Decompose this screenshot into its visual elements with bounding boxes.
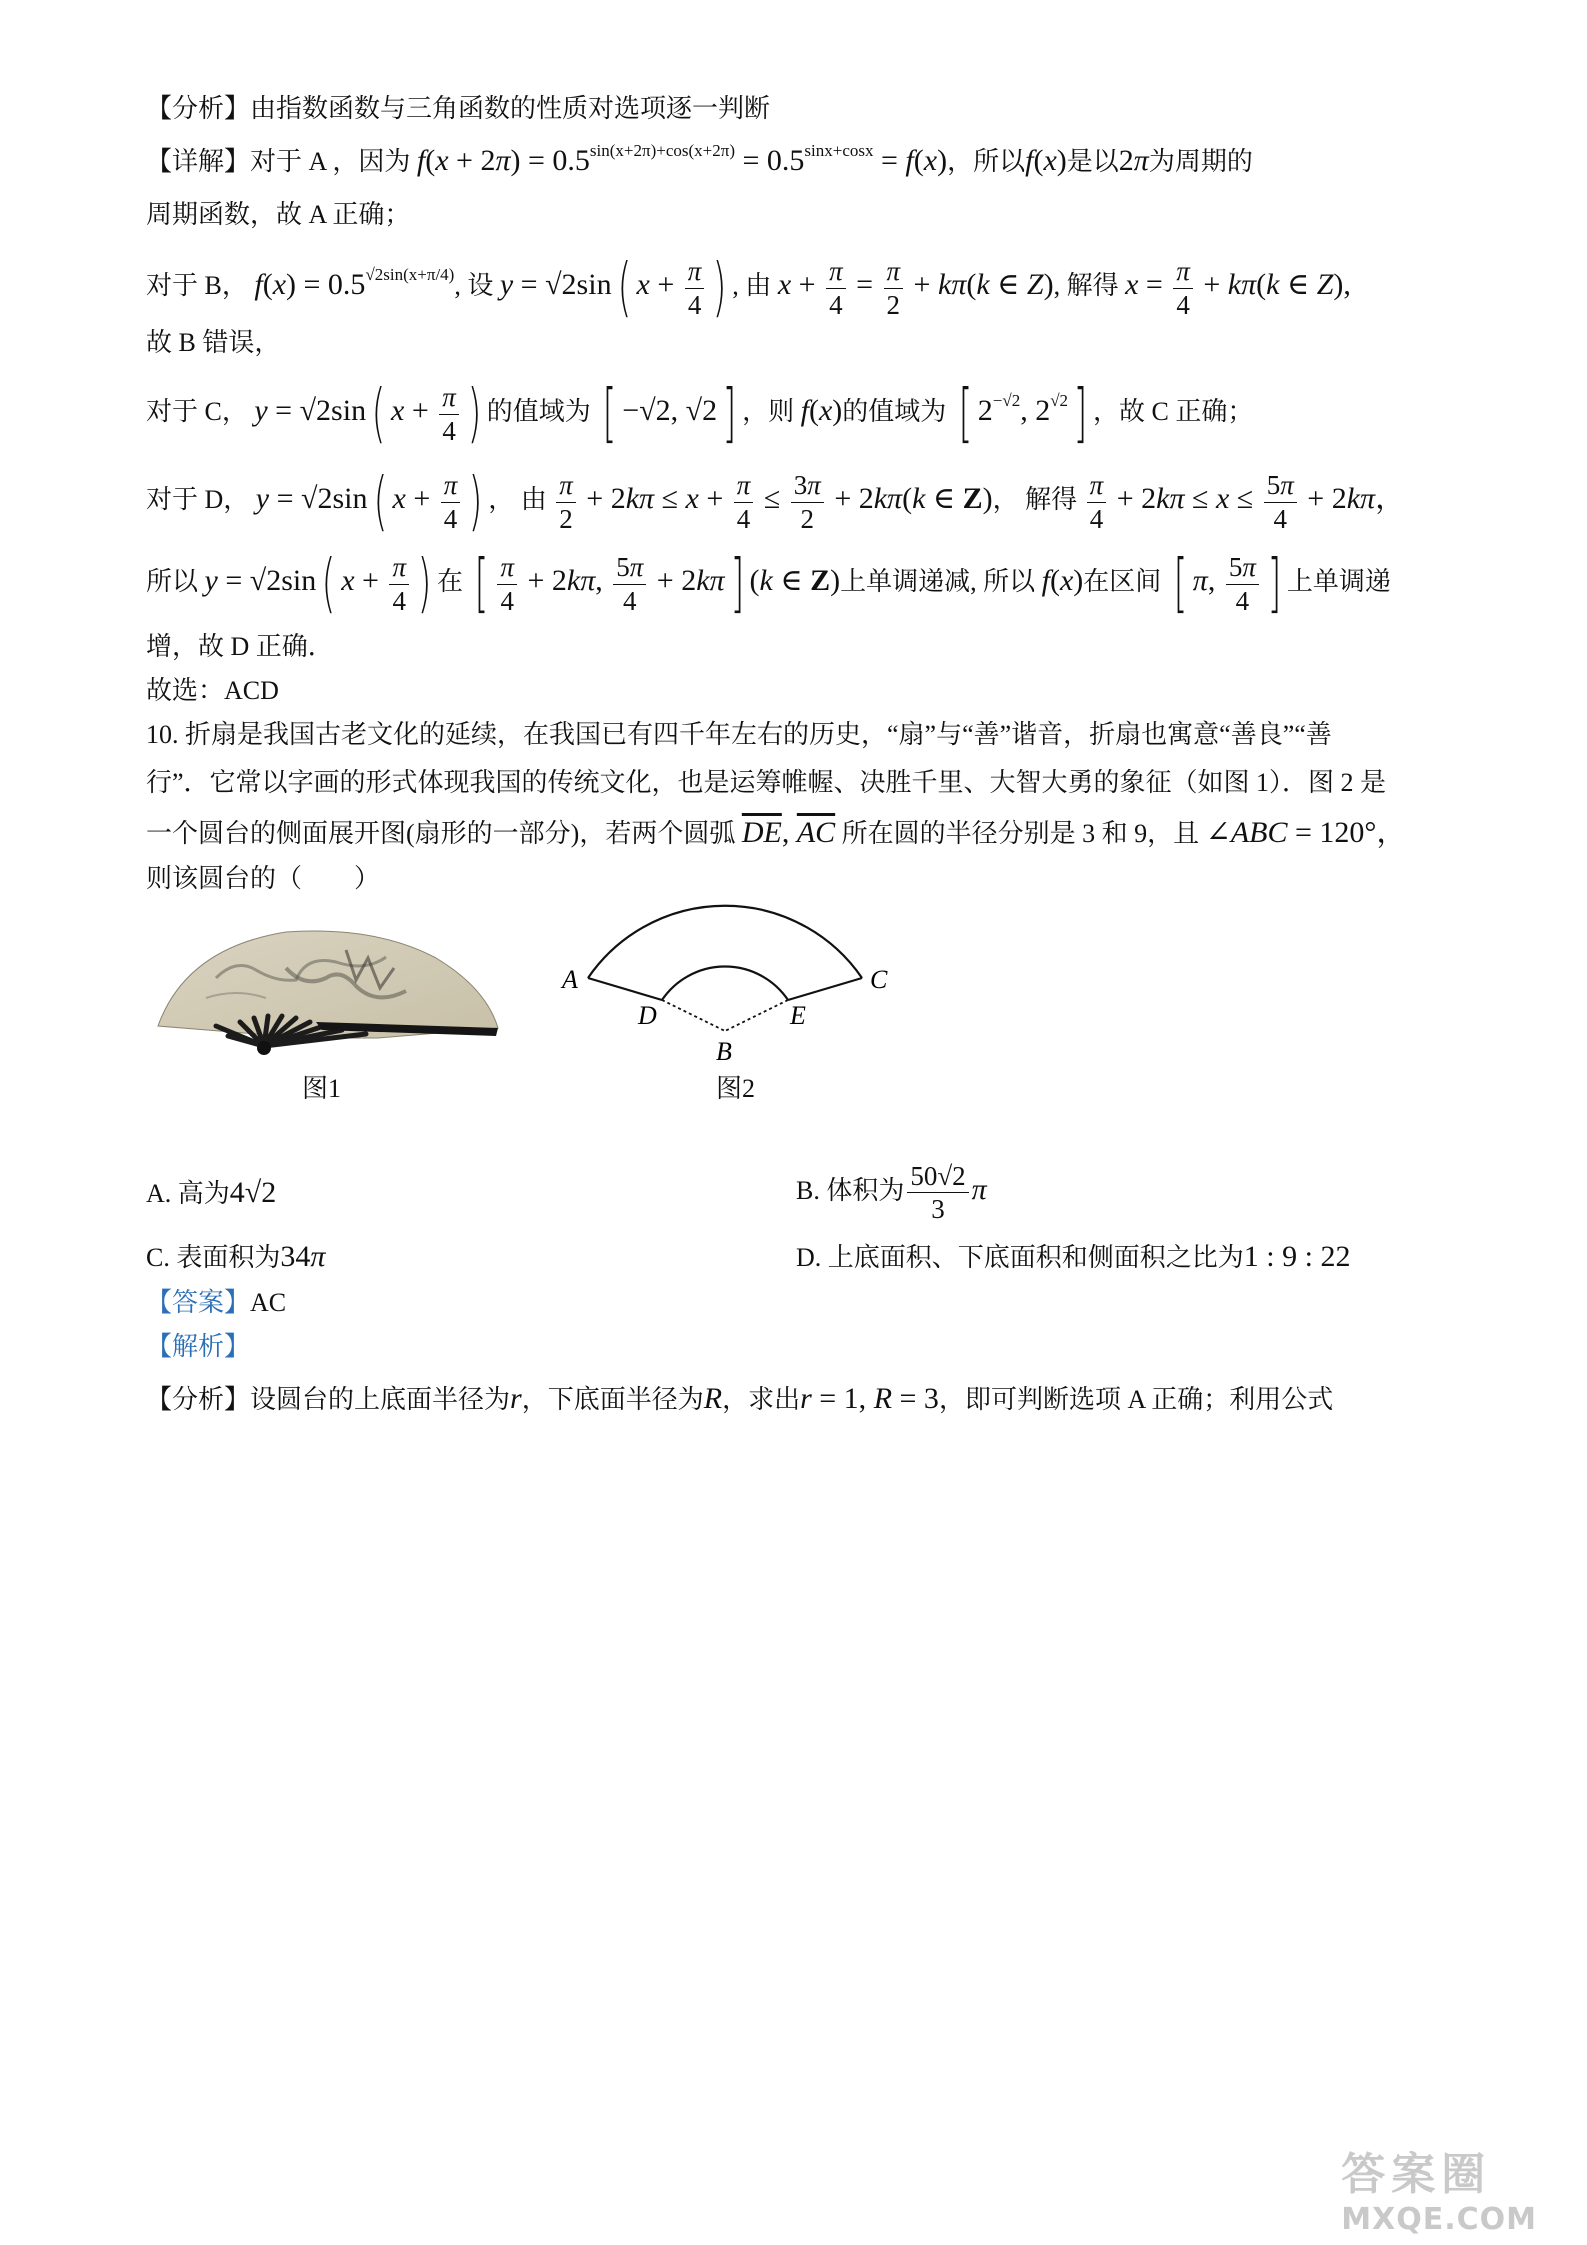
detail-b-solve: , 解得 xyxy=(1053,270,1119,300)
detail-d-inc: 上单调递 xyxy=(1286,566,1391,596)
detail-a-tail2: 为周期的 xyxy=(1148,147,1253,176)
detail-a-line: 【详解】对于 A ，因为 $f(x + 2\pi) = 0.5^{sin(x+2\pi)+cos(x+2\pi)} = 0.5^{sinx+cosx} = f(x)$，所以f(x)是以2π为周期的 xyxy=(146,141,1253,177)
choice-line: 故选：ACD xyxy=(146,676,279,705)
answer-line xyxy=(146,1290,286,1316)
detail-d-line2: 所以 y = √2sin( x + $\frac{\pi}{4}$ ) 在 [ $\frac{\pi}{4}$ + 2kπ, $\frac{5\pi}{4}$ + 2kπ] (k ∈ Z)上单调递减, 所以 f(x)在区间 [ π, $\frac{5\pi}{4}$ ] 上单调递 xyxy=(146,547,1391,621)
q10-line1: 10. 折扇是我国古老文化的延续，在我国已有四千年左右的历史，“扇”与“善”谐音，折扇也寓意“善良”“善 xyxy=(146,720,1332,749)
analysis-text: 由指数函数与三角函数的性质对选项逐一判断 xyxy=(250,94,771,123)
detail-a-intro: 对于 A ，因为 xyxy=(250,147,411,176)
analysis2-text2: ，下底面半径为 xyxy=(521,1385,704,1414)
label-D: D xyxy=(638,1001,657,1030)
watermark-top: 答案圈 xyxy=(1341,2149,1492,2200)
detail-tag: 【详解】 xyxy=(146,147,251,176)
detail-d-interval: 在区间 xyxy=(1083,566,1162,596)
detail-a-line2: 周期函数，故 A 正确； xyxy=(146,200,411,229)
detail-d-by: ， 由 xyxy=(488,484,547,514)
watermark-bottom: MXQE.COM xyxy=(1341,2202,1537,2237)
analysis2-text1: 设圆台的上底面半径为 xyxy=(250,1385,511,1414)
detail-c-ok: ，故 C 正确； xyxy=(1093,396,1254,426)
detail-d-so: 所以 xyxy=(146,566,199,596)
fan-figure xyxy=(146,918,506,1068)
detail-a-mid: ，所以 xyxy=(947,147,1026,176)
q10-line3b: 所在圆的半径分别是 3 和 9，且 xyxy=(841,819,1200,848)
detail-c-intro: 对于 C， xyxy=(146,396,248,426)
q10-line4: 则该圆台的（ ） xyxy=(146,864,381,893)
detail-d-on: 在 xyxy=(436,566,463,596)
option-a-label: A. 高为 xyxy=(146,1179,230,1208)
option-a: A. 高为4√2 xyxy=(146,1176,277,1209)
analysis2-line: 【分析】设圆台的上底面半径为r，下底面半径为R，求出r = 1, R = 3，即可判断选项 A 正确；利用公式 xyxy=(146,1382,1334,1415)
label-E: E xyxy=(790,1001,806,1030)
detail-d-intro: 对于 D， xyxy=(146,484,250,514)
answer-value: AC xyxy=(250,1288,287,1317)
watermark xyxy=(1341,2138,1537,2237)
label-A: A xyxy=(562,965,578,994)
option-b-label: B. 体积为 xyxy=(796,1175,905,1205)
detail-d-dec: 上单调递减, 所以 xyxy=(840,566,1036,596)
analysis2-text4: ，即可判断选项 A 正确；利用公式 xyxy=(938,1385,1334,1414)
fig1-caption: 图1 xyxy=(302,1074,342,1103)
option-c: C. 表面积为34π xyxy=(146,1240,326,1273)
option-d: D. 上底面积、下底面积和侧面积之比为1 : 9 : 22 xyxy=(796,1240,1351,1273)
detail-c-range: 的值域为 xyxy=(486,396,591,426)
sector-figure xyxy=(540,900,930,1080)
detail-d-solve: ， 解得 xyxy=(992,484,1078,514)
option-b: B. 体积为 $\frac{50√2}{3}$ π xyxy=(796,1161,987,1225)
jiexi-tag: 【解析】 xyxy=(146,1332,251,1361)
detail-c-then: ，则 xyxy=(742,396,795,426)
analysis-tag: 【分析】 xyxy=(146,94,251,123)
detail-b-line: 对于 B， $f(x) = 0.5^{√2sin(x+\pi/4)}$, 设 y = √2sin( x + $\frac{\pi}{4}$ ) , 由 x + $\frac{\pi}{4}$ = $\frac{\pi}{2}$ + kπ(k ∈ Z), 解得 x = $\frac{\pi}{4}$ + kπ(k ∈ Z), xyxy=(146,251,1351,325)
label-B: B xyxy=(716,1037,732,1066)
detail-d-line: 对于 D， y = √2sin( x + $\frac{\pi}{4}$ ) ， 由 $\frac{\pi}{2}$ + 2kπ ≤ x + $\frac{\pi}{4}$ ≤ $\frac{3\pi}{2}$ + 2kπ(k ∈ Z)， 解得 $\frac{\pi}{4}$ + 2kπ ≤ x ≤ $\frac{5\pi}{4}$ + 2kπ， xyxy=(146,465,1406,539)
detail-d-line3: 增，故 D 正确． xyxy=(146,632,334,661)
analysis2-text3: ，求出 xyxy=(722,1385,801,1414)
q10-line3a: 一个圆台的侧面展开图(扇形的一部分)，若两个圆弧 xyxy=(146,819,736,848)
formula-a1: f xyxy=(416,144,426,177)
detail-b-set: , 设 xyxy=(454,270,494,300)
detail-b-by: , 由 xyxy=(732,270,772,300)
analysis-line xyxy=(146,96,770,122)
detail-c-line: 对于 C， y = √2sin( x + $\frac{\pi}{4}$ ) 的值域为 [ −√2, √2] ，则 f(x)的值域为 [ $2^{-√2}$, $2^{√2}$] ，故 C 正确； xyxy=(146,377,1254,451)
q10-line3: 一个圆台的侧面展开图(扇形的一部分)，若两个圆弧 $\overline{DE}$, $\overline{AC}$ 所在圆的半径分别是 3 和 9，且 ∠ABC = 120°， xyxy=(146,816,1407,849)
detail-c-range2: 的值域为 xyxy=(842,396,947,426)
option-c-label: C. 表面积为 xyxy=(146,1243,281,1272)
label-C: C xyxy=(870,965,888,994)
answer-tag: 【答案】 xyxy=(146,1288,251,1317)
option-d-label: D. 上底面积、下底面积和侧面积之比为 xyxy=(796,1243,1244,1272)
detail-b-line2: 故 B 错误， xyxy=(146,328,281,357)
analysis2-tag: 【分析】 xyxy=(146,1385,251,1414)
detail-a-tail: 是以 xyxy=(1066,147,1119,176)
detail-b-intro: 对于 B， xyxy=(146,270,248,300)
q10-line2: 行”．它常以字画的形式体现我国的传统文化，也是运筹帷幄、决胜千里、大智大勇的象征（如图 1）．图 2 是 xyxy=(146,768,1387,797)
fig2-caption: 图2 xyxy=(716,1074,756,1103)
